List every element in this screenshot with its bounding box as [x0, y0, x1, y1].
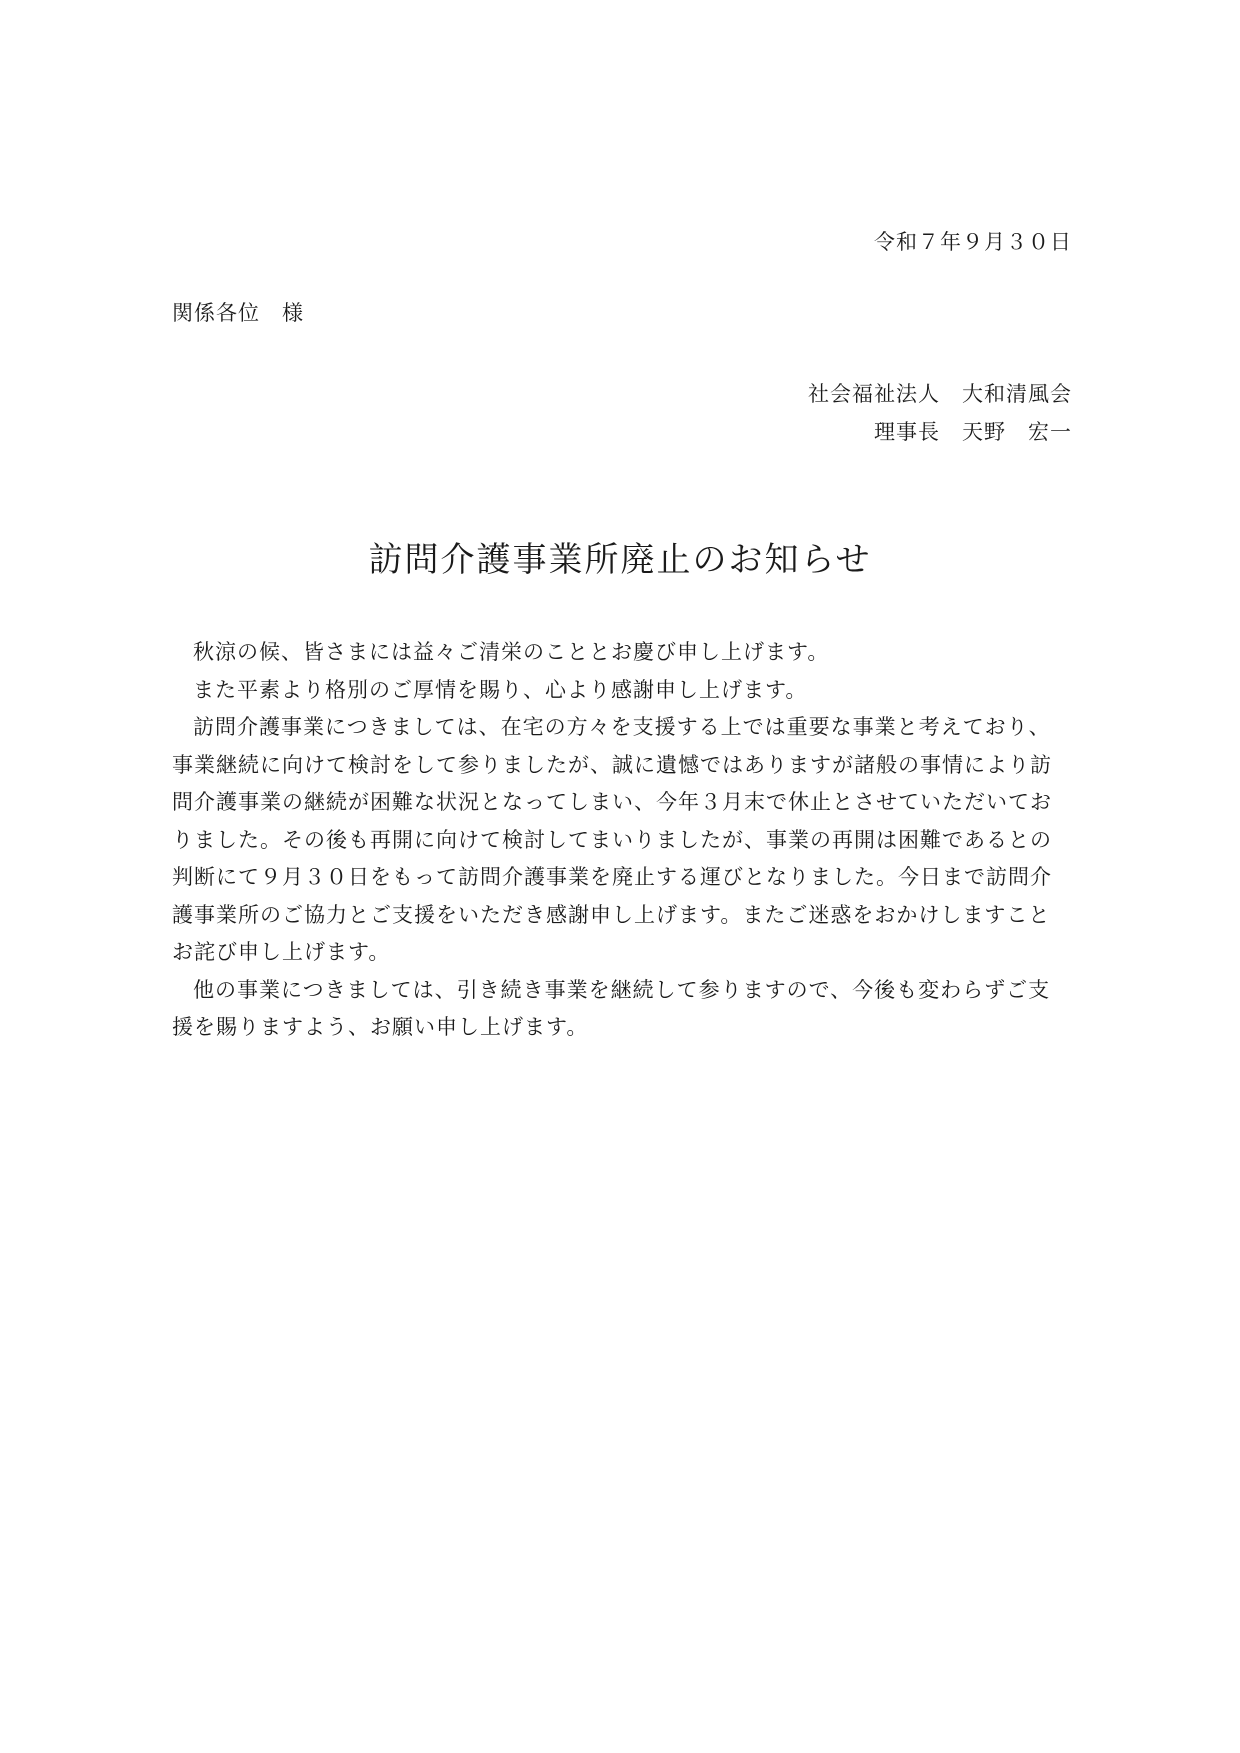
- body-paragraph: また平素より格別のご厚情を賜り、心より感謝申し上げます。: [193, 677, 808, 702]
- notice-title: 訪問介護事業所廃止のお知らせ: [368, 540, 872, 580]
- recipient-line: 関係各位 様: [172, 301, 304, 325]
- sender-representative: 理事長 天野 宏一: [874, 420, 1072, 444]
- sender-block: [808, 375, 1072, 451]
- body-paragraph: 訪問介護事業につきましては、在宅の方々を支援する上では重要な事業と考えており、事業継続に向けて検討をして参りましたが、誠に遺憾ではありますが諸般の事情により訪問介護事業の継続が困難な状況となってしまい、今年３月末で休止とさせていただいておりました。その後も再開に向けて検討してまいりましたが、事業の再開は困難であるとの判断にて９月３０日をもって訪問介護事業を廃止する運びとなりました。今日まで訪問介護事業所のご協力とご支援をいただき感謝申し上げます。またご迷惑をおかけしますことお詫び申し上げます。: [172, 715, 1052, 964]
- letter-body: [172, 634, 1072, 1047]
- letter-date: 令和７年９月３０日: [874, 230, 1072, 254]
- sender-organization: 社会福祉法人 大和清風会: [808, 382, 1072, 406]
- body-paragraph: 秋涼の候、皆さまには益々ご清栄のこととお慶び申し上げます。: [193, 640, 830, 664]
- body-paragraph: 他の事業につきましては、引き続き事業を継続して参りますので、今後も変わらずご支援を賜りますよう、お願い申し上げます。: [172, 977, 1051, 1039]
